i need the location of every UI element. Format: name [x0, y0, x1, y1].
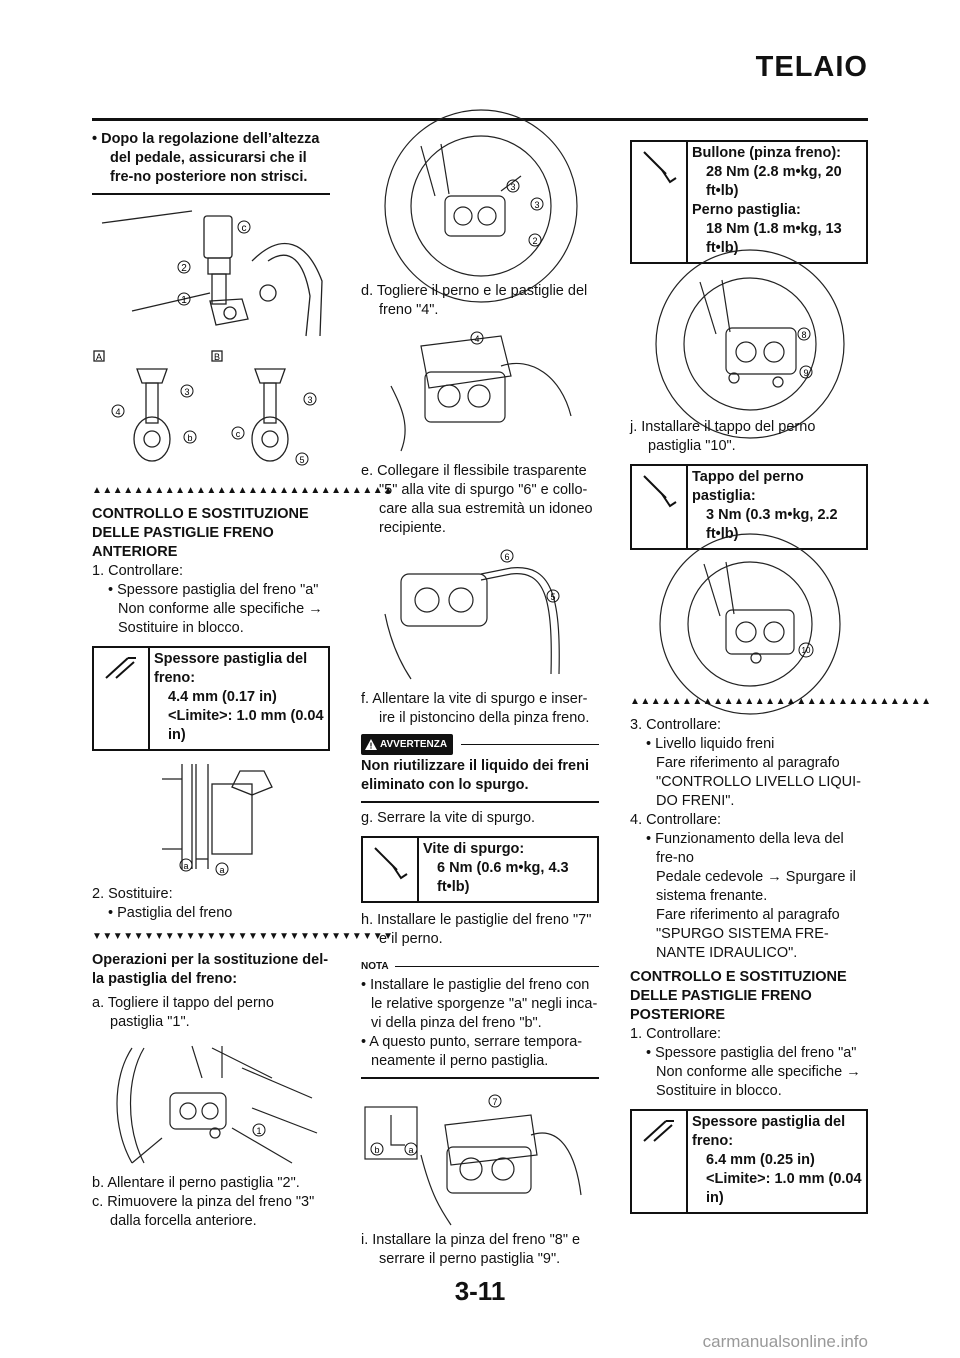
fig8-label-7: 7	[492, 1096, 498, 1107]
step-h: h. Installare le pastiglie del freno "7" e il perno.	[361, 912, 592, 947]
divider	[361, 801, 599, 803]
section-title-rear: CONTROLLO E SOSTITUZIONE DELLE PASTIGLIE FRENO POSTERIORE	[630, 969, 847, 1023]
nota-bullet-2: • A questo punto, serrare tempora-neamente il perno pastiglia.	[361, 1034, 583, 1069]
fig3-label-a2: a	[219, 865, 225, 875]
figure-pin-plug-install	[630, 558, 868, 688]
fig2-label-4: 4	[115, 407, 121, 417]
nota-header	[361, 957, 599, 976]
warning-header	[361, 734, 599, 755]
spec-value: 4.4 mm (0.17 in)	[168, 689, 277, 705]
fig1-label-1: 1	[181, 295, 187, 306]
spec-value-2: 18 Nm (1.8 m•kg, 13 ft•lb)	[706, 221, 842, 256]
spec-box-caliper-bolt	[630, 140, 868, 264]
nota-bullet-1: • Installare le pastiglie del freno con le relative sporgenze "a" negli inca-vi della pinza del freno "b".	[361, 977, 598, 1031]
spec-value: 6 Nm (0.6 m•kg, 4.3 ft•lb)	[437, 860, 569, 895]
step-3-line2: Fare riferimento al paragrafo "CONTROLLO LIVELLO LIQUI-DO FRENI".	[656, 755, 861, 809]
figure-caliper-removal	[361, 136, 599, 276]
fig2-label-A: A	[95, 352, 103, 362]
step-j: j. Installare il tappo del perno pastiglia "10".	[630, 419, 816, 454]
spec-title: Spessore pastiglia del freno:	[692, 1114, 846, 1149]
warning-label: AVVERTENZA	[380, 739, 448, 750]
step-a: a. Togliere il tappo del perno pastiglia "1".	[92, 995, 274, 1030]
step-3: 3. Controllare:	[630, 717, 722, 733]
rear-step-1-line3: Sostituire in blocco.	[656, 1083, 782, 1099]
caliper-gauge-icon	[632, 1111, 688, 1212]
step-4: 4. Controllare:	[630, 812, 722, 828]
fig5-label-2: 2	[532, 236, 538, 246]
figure-pad-removal	[361, 326, 599, 456]
fig8-label-a: a	[408, 1144, 414, 1155]
divider	[92, 193, 330, 195]
step-e: e. Collegare il flessibile trasparente "5" alla vite di spurgo "6" e collo-care alla sua estremità un idoneo recipiente.	[361, 463, 593, 536]
fig2-label-5: 5	[299, 455, 305, 465]
step-f: f. Allentare la vite di spurgo e inser-ire il pistoncino della pinza freno.	[361, 691, 590, 726]
figure-brake-pedal	[92, 201, 330, 341]
fig2-label-3a: 3	[184, 387, 190, 397]
column-2	[361, 130, 599, 1269]
step-1-line3: Sostituire in blocco.	[118, 620, 244, 636]
fig3-label-a1: a	[183, 861, 189, 871]
step-1-bullet: • Spessore pastiglia del freno "a"	[108, 582, 319, 598]
spec-title-2: Perno pastiglia:	[692, 202, 801, 218]
procedure-end-triangles: ▲▲▲▲▲▲▲▲▲▲▲▲▲▲▲▲▲▲▲▲▲▲▲▲▲▲▲▲▲	[630, 696, 932, 707]
page-number: 3-11	[454, 1276, 506, 1306]
warning-text: Non riutilizzare il liquido dei freni eliminato con lo spurgo.	[361, 758, 589, 793]
step-1-line2: Non conforme alle specifiche →	[118, 601, 323, 617]
spec-box-front-pad	[92, 646, 330, 751]
fig2-label-b: b	[187, 433, 193, 443]
warning-triangle-icon	[365, 739, 377, 750]
step-2-bullet: • Pastiglia del freno	[108, 905, 233, 921]
intro-bullet: • Dopo la regolazione dell’altezza del pedale, assicurarsi che il fre-no posteriore non strisci.	[92, 131, 320, 185]
spec-title: Bullone (pinza freno):	[692, 145, 842, 161]
spec-title: Spessore pastiglia del freno:	[154, 651, 308, 686]
spec-box-bleed-screw	[361, 836, 599, 903]
column-3	[630, 130, 932, 1222]
step-g: g. Serrare la vite di spurgo.	[361, 810, 536, 826]
warning-start-triangles: ▲▲▲▲▲▲▲▲▲▲▲▲▲▲▲▲▲▲▲▲▲▲▲▲▲▲▲▲▲	[92, 485, 394, 496]
fig2-label-3b: 3	[307, 395, 313, 405]
fig9-label-8: 8	[801, 330, 807, 340]
fig5-label-3a: 3	[510, 182, 516, 192]
step-b: b. Allentare il perno pastiglia "2".	[92, 1175, 300, 1191]
fig7-label-5: 5	[550, 592, 556, 602]
spec-title: Vite di spurgo:	[423, 841, 525, 857]
fig2-label-c: c	[235, 429, 241, 439]
nota-end-rule	[361, 1077, 599, 1079]
step-2: 2. Sostituire:	[92, 886, 173, 902]
fig2-label-B: B	[213, 352, 221, 362]
fig7-label-6: 6	[504, 552, 510, 562]
spec-value: 28 Nm (2.8 m•kg, 20 ft•lb)	[706, 164, 842, 199]
step-4-line2: Pedale cedevole → Spurgare il sistema frenante.	[656, 869, 856, 904]
spec-value: 3 Nm (0.3 m•kg, 2.2 ft•lb)	[706, 507, 838, 542]
procedure-start-triangles: ▼▼▼▼▼▼▼▼▼▼▼▼▼▼▼▼▼▼▼▼▼▼▼▼▼▼▼▼▼	[92, 931, 394, 942]
step-c: c. Rimuovere la pinza del freno "3" dalla forcella anteriore.	[92, 1194, 315, 1229]
spec-limit: <Limite>: 1.0 mm (0.04 in)	[706, 1171, 862, 1206]
caliper-gauge-icon	[94, 648, 150, 749]
fig10-label-10: 10	[801, 646, 811, 655]
torque-wrench-icon	[632, 466, 688, 548]
torque-wrench-icon	[632, 142, 688, 262]
section-title-front: CONTROLLO E SOSTITUZIONE DELLE PASTIGLIE FRENO ANTERIORE	[92, 506, 309, 560]
spec-box-pin-plug	[630, 464, 868, 550]
figure-caliper-install	[630, 272, 868, 412]
fig9-label-9: 9	[803, 368, 809, 378]
fig1-label-2: 2	[181, 263, 187, 274]
watermark: carmanualsonline.info	[702, 1332, 868, 1351]
figure-pad-pin-plug	[92, 1038, 330, 1168]
rear-step-1-bullet: • Spessore pastiglia del freno "a"	[646, 1045, 857, 1061]
fig4-label-1: 1	[256, 1126, 262, 1136]
ops-title: Operazioni per la sostituzione del-la pastiglia del freno:	[92, 952, 329, 987]
figure-pad-install	[361, 1085, 599, 1225]
rear-step-1-line2: Non conforme alle specifiche →	[656, 1064, 861, 1080]
figure-pad-thickness	[92, 759, 330, 879]
step-3-bullet: • Livello liquido freni	[646, 736, 775, 752]
nota-label: NOTA	[361, 961, 389, 972]
spec-limit: <Limite>: 1.0 mm (0.04 in)	[168, 708, 324, 743]
fig8-label-b: b	[374, 1144, 380, 1155]
torque-wrench-icon	[363, 838, 419, 901]
page-title: TELAIO	[755, 51, 868, 83]
figure-bleed-hose	[361, 544, 599, 684]
spec-value: 6.4 mm (0.25 in)	[706, 1152, 815, 1168]
rear-step-1: 1. Controllare:	[630, 1026, 722, 1042]
fig5-label-3b: 3	[534, 200, 540, 210]
figure-pedal-adjust	[92, 347, 330, 477]
step-1: 1. Controllare:	[92, 563, 184, 579]
spec-title: Tappo del perno pastiglia:	[692, 469, 804, 504]
header-rule	[92, 118, 868, 121]
warning-badge	[361, 734, 453, 755]
fig6-label-4: 4	[474, 334, 480, 344]
spec-box-rear-pad	[630, 1109, 868, 1214]
step-i: i. Installare la pinza del freno "8" e serrare il perno pastiglia "9".	[361, 1231, 581, 1267]
step-d: d. Togliere il perno e le pastiglie del freno "4".	[361, 283, 588, 318]
step-4-line3: Fare riferimento al paragrafo "SPURGO SISTEMA FRE-NANTE IDRAULICO".	[656, 907, 840, 961]
fig1-label-c: c	[241, 223, 247, 234]
step-4-bullet: • Funzionamento della leva del fre-no	[646, 831, 844, 866]
